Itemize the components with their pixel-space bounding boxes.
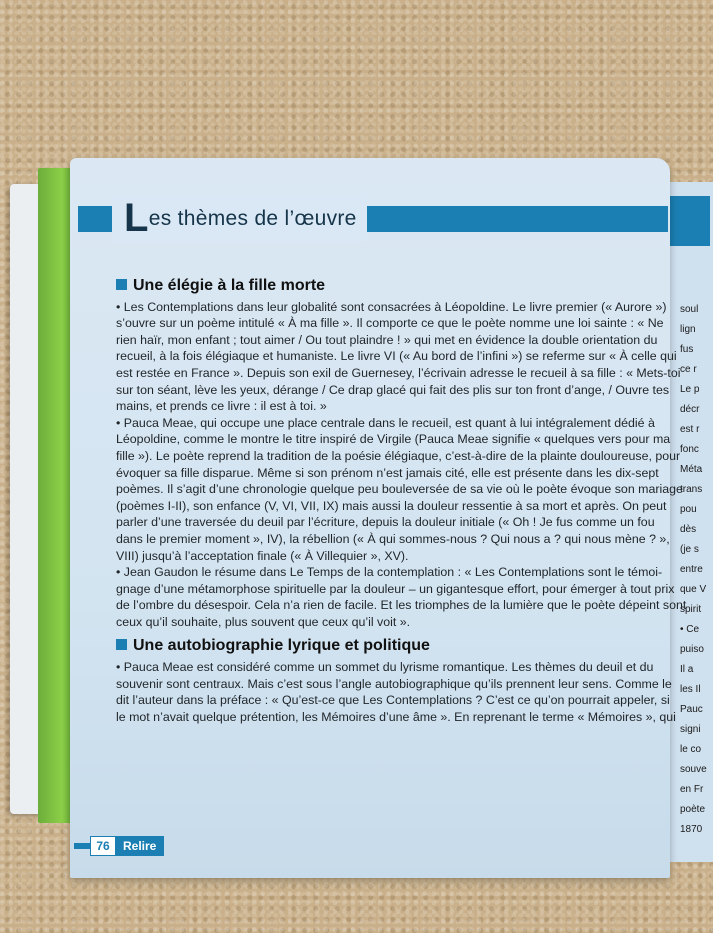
page-number: 76: [90, 836, 116, 856]
page-body: [116, 276, 687, 725]
text-line: pou: [680, 504, 697, 515]
text-line: dès: [680, 524, 697, 535]
text-line: puiso: [680, 644, 704, 655]
text-line: est restée en France ». Depuis son exil de Guernesey, l’écrivain adresse le recueil à sa fille : « Mets-toi: [116, 365, 681, 380]
text-line: ce r: [680, 364, 697, 375]
text-line: le co: [680, 744, 702, 755]
page-title-initial: L: [124, 196, 149, 240]
section-heading-text: Une élégie à la fille morte: [133, 277, 326, 294]
text-line: rien haïr, mon enfant ; tout aimer / Ou tout plaindre ! » qui met en évidence la double orientation du: [116, 332, 658, 347]
text-line: gnage d’une métamorphose spirituelle par la douleur – un gigantesque effort, pour émerger à tout prix: [116, 581, 675, 596]
section-2-text: [116, 659, 676, 725]
text-line: s’ouvre sur un poème intitulé « À ma fille ». Il comporte ce que le poète nomme une loi sainte : « Ne: [116, 316, 664, 331]
square-bullet-icon: [116, 279, 127, 290]
text-line: VIII) jusqu’à l’acceptation finale (« À Villequier », XV).: [116, 548, 409, 563]
page-footer: [74, 836, 274, 856]
section-label: Relire: [115, 836, 164, 856]
text-line: est r: [680, 424, 700, 435]
text-line: Léopoldine, comme le montre le titre inspiré de Virgile (Pauca Meae signifie « quelques vers pour ma: [116, 432, 671, 447]
text-line: de l’ombre du désespoir. Cela n’a rien de facile. Et les triomphes de la lumière que le poète dépeint sont: [116, 598, 687, 613]
text-line: les Il: [680, 684, 701, 695]
text-line: parler d’une traversée du deuil par l’écriture, depuis la douleur initiale (« Oh ! Je fus comme un fou: [116, 515, 655, 530]
text-line: dans le premier moment », IV), la rébellion (« À qui sommes-nous ? Qui nous a ? qui nous mène ? »,: [116, 531, 670, 546]
text-line: le mot n’avait quelque prétention, les Mémoires d’une âme ». En reprenant le terme « Mémoires », qui: [116, 709, 676, 724]
square-bullet-icon: [116, 639, 127, 650]
text-line: souvenir sont centraux. Mais c’est sous l’angle autobiographique qu’ils prennent leur sens. Comme le: [116, 676, 672, 691]
text-line: décr: [680, 404, 700, 415]
text-line: Il a: [680, 664, 694, 675]
text-line: souve: [680, 764, 707, 775]
text-line: que V: [680, 584, 707, 595]
section-1-text: [116, 299, 687, 631]
text-line: poèmes. Il s’agit d’une chronologie quelque peu bouleversée de sa vie où le poète évoque son mariage: [116, 482, 683, 497]
text-line: en Fr: [680, 784, 704, 795]
text-line: évoquer sa fille disparue. Même si son prénom n’est jamais cité, elle est présente dans les dix-sept: [116, 465, 659, 480]
footer-bar: [74, 843, 90, 849]
text-line: • Ce: [680, 624, 700, 635]
text-line: • Pauca Meae, qui occupe une place centrale dans le recueil, est quant à lui intégralement dédié à: [116, 415, 655, 430]
text-line: (poèmes I-II), son enfance (V, VI, VII, IX) mais aussi la douleur ressentie à sa mort et après. On peut: [116, 498, 667, 513]
page-title: [124, 198, 357, 238]
text-line: mains, et prends ce livre : il est à toi. »: [116, 399, 327, 414]
text-line: sur ton séant, lève les yeux, dérange / Ce drap glacé qui fait des plis sur ton front d’ange, / Ouvre tes: [116, 382, 670, 397]
text-line: fus: [680, 344, 694, 355]
section-heading-text: Une autobiographie lyrique et politique: [133, 637, 430, 655]
book-page: [70, 158, 687, 878]
text-line: Pauc: [680, 704, 703, 715]
text-line: spirit: [680, 604, 702, 615]
text-line: Méta: [680, 464, 703, 475]
text-line: Le p: [680, 384, 700, 395]
text-line: ceux qu’il souhaite, plus souvent que ceux qu’il voit ».: [116, 614, 411, 629]
text-line: (je s: [680, 544, 699, 555]
text-line: entre: [680, 564, 703, 575]
text-line: trans: [680, 484, 703, 495]
facing-page-header-band: [670, 196, 710, 246]
text-line: dit l’auteur dans la préface : « Qu’est-ce que Les Contemplations ? C’est ce qu’on pourrait appeler, si: [116, 693, 670, 708]
text-line: soul: [680, 304, 699, 315]
text-line: • Pauca Meae est considéré comme un sommet du lyrisme romantique. Les thèmes du deuil et du: [116, 660, 654, 675]
text-line: fonc: [680, 444, 699, 455]
text-line: 1870: [680, 824, 703, 835]
facing-page-text-fragments: [680, 300, 707, 840]
text-line: poète: [680, 804, 706, 815]
text-line: signi: [680, 724, 701, 735]
section-heading: [116, 638, 662, 655]
text-line: • Jean Gaudon le résume dans Le Temps de la contemplation : « Les Contemplations sont le témoi-: [116, 565, 663, 580]
text-line: lign: [680, 324, 696, 335]
text-line: fille »). Le poète reprend la tradition de la poésie élégiaque, c’est-à-dire de la plainte douloureuse, pour: [116, 448, 681, 463]
section-heading: [116, 278, 662, 295]
text-line: • Les Contemplations dans leur globalité sont consacrées à Léopoldine. Le livre premier (« Aurore »): [116, 299, 667, 314]
page-title-rest: es thèmes de l’œuvre: [148, 207, 357, 230]
text-line: recueil, à la fois élégiaque et humaniste. Le livre VI (« Au bord de l’infini ») se referme sur « À celle qui: [116, 349, 677, 364]
